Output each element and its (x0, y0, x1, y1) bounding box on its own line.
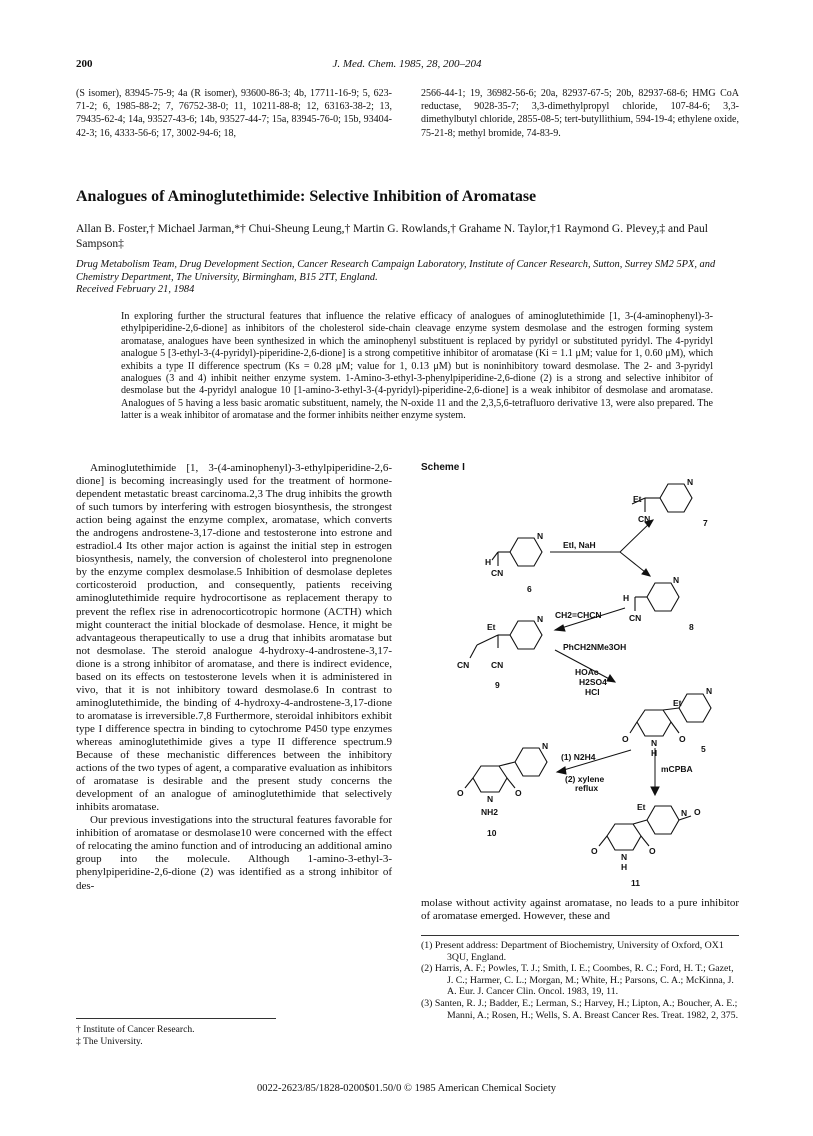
reagent-label: HCl (585, 687, 600, 697)
piperidine-ring-11 (607, 824, 641, 850)
atom-label: O (591, 846, 598, 856)
atom-label: N (542, 741, 549, 751)
reagent-label: PhCH2NMe3OH (563, 642, 627, 652)
registry-numbers-right: 2566-44-1; 19, 36982-56-6; 20a, 82937-67-5; 20b, 82937-68-6; HMG CoA reductase, 9028-35-7; 3,3-dimethylpropyl chloride, 107-84-6; 3,3-dimethylbutyl chloride, 2855-08-5; tert-butyllithium, 594-19-4; ethylene oxide, 75-21-8; methyl bromide, 74-83-9. (421, 88, 739, 139)
pyridine-ring-7 (660, 484, 692, 512)
atom-label: H (621, 862, 628, 872)
atom-label: CN (457, 660, 470, 670)
reference-item: (2) Harris, A. F.; Powles, T. J.; Smith, I. E.; Coombes, R. C.; Ford, H. T.; Gazet, J. C.; Harmer, C. L.; Morgan, M.; White, H.; Parsons, C. A.; McKinna, J. A. Eur. J. Cancer Clin. Oncol. 1983, 19, 11. (421, 963, 734, 998)
reagent-label: H2SO4 (579, 677, 607, 687)
pyridine-ring-5 (679, 694, 711, 722)
piperidine-ring-10 (473, 766, 507, 792)
footnote: † Institute of Cancer Research. (76, 1024, 195, 1035)
pyridine-ring-10 (515, 748, 547, 776)
atom-label: CN (491, 660, 504, 670)
atom-label: H (623, 593, 630, 603)
received-date: Received February 21, 1984 (76, 284, 195, 296)
body-column-right-text: molase without activity against aromatase, no leads to a pure inhibitor of aromatase emerged. However, these and (421, 897, 739, 923)
body-paragraph: Aminoglutethimide [1, 3-(4-aminophenyl)-3-ethylpiperidine-2,6-dione] is becoming increasingly used for the treatment of hormone-dependent metastatic breast carcinoma.2,3 The drug inhibits the growth of such tumors by interfering with estrogen biosynthesis, the strongest action being against the enzyme complex, aromatase, which converts the androgens androstene-3,17-dione and testosterone into estrone and estradiol.4 Its other major action is against the initial step in estrogen biosynthesis, namely, the conversion of cholesterol into pregnenolone by the enzyme complex desmolase.5 Inhibition of desmolase depletes corticosteroid production, and consequently, patients receiving aminoglutethimide require hydrocortisone as replacement therapy to prevent the reflex rise in adrenocorticotropic hormone (ACTH) which might counteract the initial blockade of desmolase. Hence, it might be advantageous therapeutically to use a drug that inhibits aromatase but not desmolase. The steroid analogue 4-hydroxy-4-androstene-3,17-dione is a strong inhibitor of aromatase, and there is indirect evidence, based on its effects on testosterone levels when it is administered in vivo, that it is not inhibitory toward desmolase.6 In contrast to aminoglutethimide, the binding of 4-hydroxy-4-androstene-3,17-dione to aromatase is irreversible.7,8 Furthermore, steroidal inhibitors exhibit type I difference spectra in binding to cytochrome P450 type enzymes whereas aminoglutethimide gives a type II difference spectrum.9 Because of these mechanistic differences between the inhibitory actions of the two types of agent, a comparative evaluation as inhibitors of aromatase is desirable and the present study concerns the development of an analogue of aminoglutethimide that selectively inhibits aromatase. (76, 462, 392, 814)
atom-label: N (673, 575, 680, 585)
abstract: In exploring further the structural features that influence the relative efficacy of analogues of aminoglutethimide [1, 3-(4-aminophenyl)-3-ethylpiperidine-2,6-dione] as inhibitors of the cholesterol side-chain cleavage enzyme system desmolase and the estrogen forming system aromatase, analogues have been synthesized in which the aminophenyl substituent is replaced by pyridyl or substituted pyridyl. The 4-pyridyl analogue 5 [3-ethyl-3-(4-pyridyl)-piperidine-2,6-dione] is a strong competitive inhibitor of aromatase (Ki = 1.1 μM; value for 1, 0.60 μM), which exhibits a type II difference spectrum (Ks = 0.28 μM; value for 1, 0.13 μM) but is noninhibitory toward desmolase. The 2- and 3-pyridyl analogues (3 and 4) inhibit neither enzyme system. 1-Amino-3-ethyl-3-phenylpiperidine-2,6-dione (2) is a strong and selective inhibitor of desmolase but the 4-pyridyl analogue 10 [1-amino-3-ethyl-3-(4-pyridyl)-piperidine-2,6-dione] is a weak inhibitor of desmolase and aromatase. Analogues of 5 having a less basic aromatic substituent, namely, the N-oxide 11 and the 2,3,5,6-tetrafluoro derivative 13, were also prepared. The latter is a weak inhibitor of aromatase and the former inhibits neither enzyme system. (121, 311, 713, 422)
reference-list (421, 935, 739, 1021)
atom-label: O (457, 788, 464, 798)
piperidine-ring-5 (637, 710, 671, 736)
compound-number: 6 (527, 584, 532, 594)
affiliation-text: Drug Metabolism Team, Drug Development Section, Cancer Research Campaign Laboratory, Institute of Cancer Research, Sutton, Surrey SM2 5PX, and Chemistry Department, The University, Birmingham, B15 2TT, England. (76, 259, 716, 283)
compound-number: 5 (701, 744, 706, 754)
atom-label: N (687, 477, 694, 487)
reagent-label: EtI, NaH (563, 540, 596, 550)
reagent-label: CH2=CHCN (555, 610, 602, 620)
atom-label: O (694, 807, 701, 817)
reagent-label: mCPBA (661, 764, 693, 774)
atom-label: NH2 (481, 807, 499, 817)
atom-label: N (651, 738, 658, 748)
journal-citation: J. Med. Chem. 1985, 28, 200–204 (332, 58, 482, 70)
scheme-label: Scheme I (421, 462, 465, 473)
atom-label: Et (487, 622, 496, 632)
author-list: Allan B. Foster,† Michael Jarman,*† Chui-Sheung Leung,† Martin G. Rowlands,† Grahame N. Taylor,†1 Raymond G. Plevey,‡ and Paul Sampson‡ (76, 223, 708, 250)
atom-label: CN (491, 568, 504, 578)
article-title: Analogues of Aminoglutethimide: Selective Inhibition of Aromatase (76, 188, 537, 205)
registry-numbers-left: (S isomer), 83945-75-9; 4a (R isomer), 93600-86-3; 4b, 17711-16-9; 5, 623-71-2; 6, 1985-88-2; 7, 76752-38-0; 11, 10211-88-8; 12, 63163-38-2; 13, 79435-62-4; 14a, 93527-43-6; 14b, 93527-44-7; 15a, 83945-76-0; 15b, 93404-42-3; 16, 4333-56-6; 17, 3002-94-6; 18, (76, 88, 392, 139)
body-column-left (76, 462, 392, 893)
footnote: ‡ The University. (76, 1035, 143, 1047)
atom-label: O (515, 788, 522, 798)
atom-label: H (651, 748, 658, 758)
atom-label: Et (673, 698, 682, 708)
reagent-label: (2) xylene (565, 774, 605, 784)
pyridine-ring-9 (510, 621, 542, 649)
atom-label: H (485, 557, 492, 567)
atom-label: CN (638, 514, 651, 524)
pyridine-ring-8 (647, 583, 679, 611)
affiliation (76, 259, 756, 297)
running-header (76, 58, 738, 72)
atom-label: O (679, 734, 686, 744)
compound-number: 10 (487, 828, 497, 838)
pyridine-ring-6 (510, 538, 542, 566)
atom-label: N (621, 852, 628, 862)
page-number: 200 (76, 58, 93, 70)
atom-label: N (706, 686, 713, 696)
compound-number: 8 (689, 622, 694, 632)
reagent-label: reflux (575, 783, 599, 793)
reaction-scheme (415, 470, 745, 890)
atom-label: O (622, 734, 629, 744)
compound-number: 11 (631, 878, 640, 888)
compound-number: 9 (495, 680, 500, 690)
atom-label: N (681, 808, 688, 818)
pyridine-n-oxide-ring-11 (647, 806, 679, 834)
atom-label: N (537, 531, 544, 541)
copyright-line: 0022-2623/85/1828-0200$01.50/0 © 1985 American Chemical Society (256, 1083, 557, 1094)
atom-label: CN (629, 613, 642, 623)
body-paragraph: Our previous investigations into the structural features favorable for inhibition of aromatase or desmolase10 were concerned with the effect of relocating the amino function and of introducing an additional amino group into the molecule. Although 1-amino-3-ethyl-3-phenylpiperidine-2,6-dione (2) was identified as a strong inhibitor of des- (76, 814, 392, 892)
atom-label: O (649, 846, 656, 856)
structure-labels (457, 477, 712, 888)
atom-label: N (487, 794, 494, 804)
affiliation-footnotes (76, 1018, 276, 1047)
reagent-label: (1) N2H4 (561, 752, 596, 762)
reagent-label: HOAc (575, 667, 599, 677)
reference-item: (1) Present address: Department of Biochemistry, University of Oxford, OX1 3QU, England. (421, 940, 724, 963)
atom-label: N (537, 614, 544, 624)
atom-label: Et (633, 494, 642, 504)
reference-item: (3) Santen, R. J.; Badder, E.; Lerman, S.; Harvey, H.; Lipton, A.; Boucher, A. E.; Manni, A.; Rosen, H.; Wells, S. A. Breast Cancer Res. Treat. 1982, 2, 375. (421, 997, 739, 1021)
atom-label: Et (637, 802, 646, 812)
compound-number: 7 (703, 518, 708, 528)
